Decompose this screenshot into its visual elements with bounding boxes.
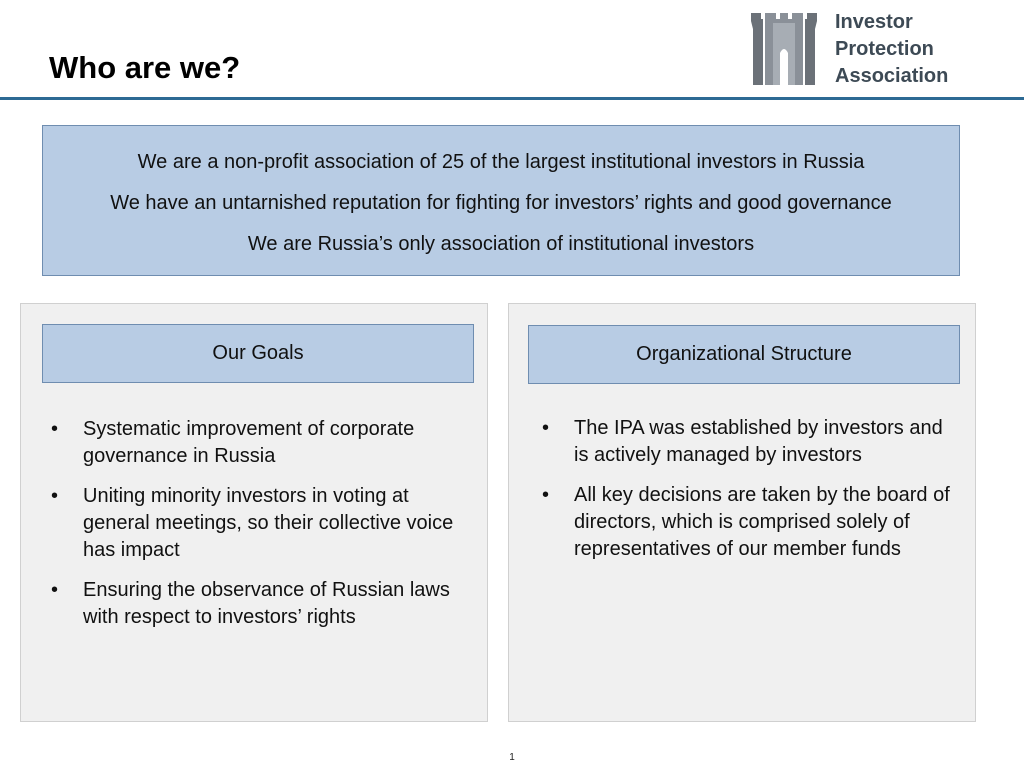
goal-text: Uniting minority investors in voting at general meetings, so their collective voice has impact: [83, 485, 454, 561]
intro-box: [42, 125, 960, 276]
header-divider: [0, 97, 1024, 100]
goals-panel: [20, 303, 488, 722]
page-number: 1: [509, 752, 515, 763]
list-item: [51, 416, 461, 470]
bullet-icon: •: [51, 485, 59, 507]
intro-line-3: We are Russia’s only association of institutional investors: [247, 233, 755, 255]
list-item: [51, 483, 461, 564]
logo-line-1: Investor: [835, 11, 913, 33]
bullet-icon: •: [542, 417, 550, 439]
intro-line-2: We have an untarnished reputation for fighting for investors’ rights and good governance: [110, 192, 892, 214]
bullet-icon: •: [542, 484, 550, 506]
slide-title: Who are we?: [49, 50, 241, 85]
structure-header: Organizational Structure: [528, 325, 960, 384]
goals-list: [51, 416, 461, 644]
bullet-icon: •: [51, 418, 59, 440]
list-item: [51, 577, 461, 631]
bullet-icon: •: [51, 579, 59, 601]
structure-text: The IPA was established by investors and is actively managed by investors: [574, 417, 943, 466]
goal-text: Systematic improvement of corporate governance in Russia: [83, 418, 415, 467]
castle-tower-icon: [749, 9, 819, 89]
goals-header: Our Goals: [42, 324, 474, 383]
logo-wordmark: [835, 9, 948, 90]
logo-line-3: Association: [835, 65, 949, 87]
logo-line-2: Protection: [835, 38, 934, 60]
structure-text: All key decisions are taken by the board of directors, which is comprised solely of representatives of our member funds: [574, 484, 950, 560]
goal-text: Ensuring the observance of Russian laws with respect to investors’ rights: [83, 579, 450, 628]
structure-panel: [508, 303, 976, 722]
intro-line-1: We are a non-profit association of 25 of the largest institutional investors in Russia: [137, 151, 865, 173]
list-item: [542, 482, 952, 563]
structure-list: [542, 415, 952, 576]
list-item: [542, 415, 952, 469]
